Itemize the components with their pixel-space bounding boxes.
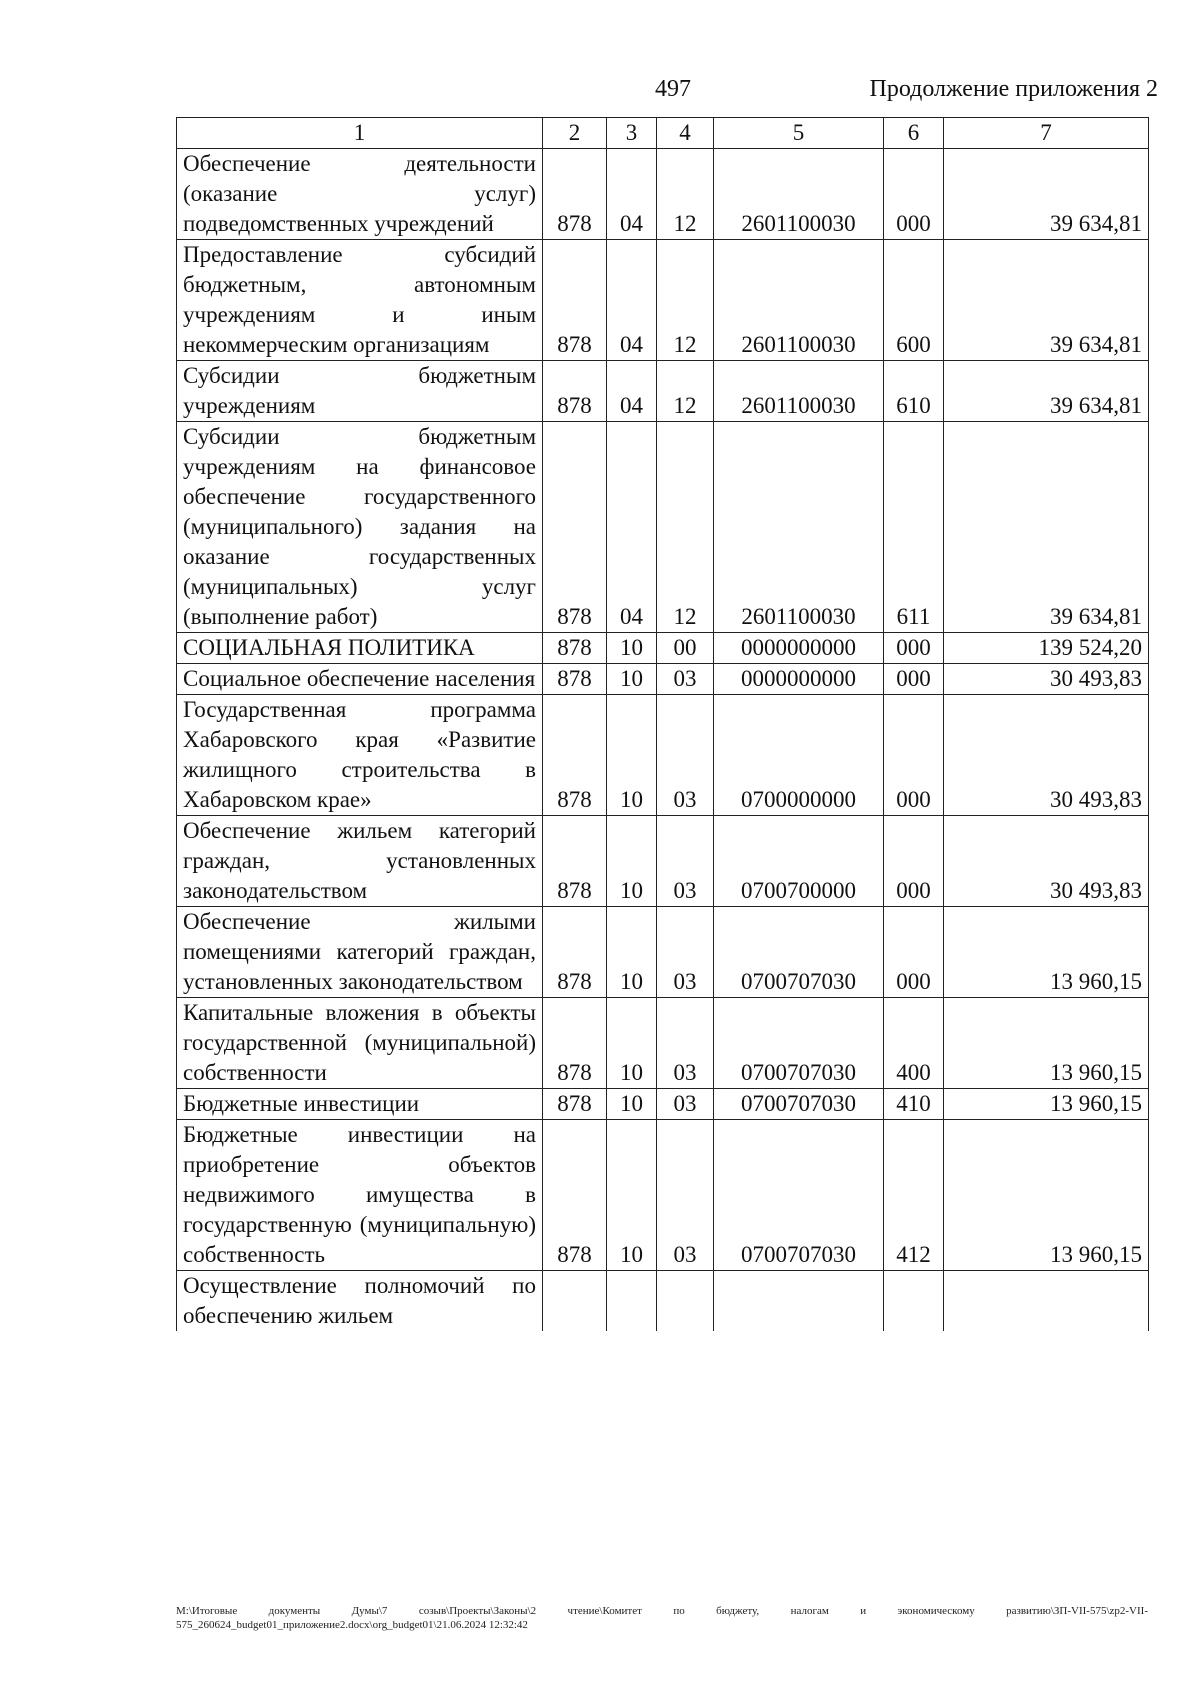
cell-subsection: 12 — [657, 361, 714, 422]
table-row — [177, 695, 1149, 816]
cell-subsection: 12 — [657, 422, 714, 633]
table-row — [177, 633, 1149, 664]
cell-amount: 13 960,15 — [944, 907, 1149, 998]
cell-ministry: 878 — [543, 695, 607, 816]
row-name: Бюджетные инвестиции на приобретение объектов недвижимого имущества в государственную (муниципальную) собственность — [177, 1120, 543, 1271]
cell-target-article: 2601100030 — [714, 149, 884, 240]
cell-ministry: 878 — [543, 907, 607, 998]
cell-subsection: 03 — [657, 695, 714, 816]
cell-target-article: 0700707030 — [714, 1089, 884, 1120]
cell-ministry: 878 — [543, 633, 607, 664]
cell-expense-type: 400 — [884, 998, 944, 1089]
cell-ministry: 878 — [543, 1120, 607, 1271]
cell-expense-type: 610 — [884, 361, 944, 422]
cell-section: 10 — [607, 998, 657, 1089]
continuation-label: Продолжение приложения 2 — [869, 76, 1158, 102]
cell-amount: 30 493,83 — [944, 816, 1149, 907]
cell-amount: 139 524,20 — [944, 633, 1149, 664]
cell-section: 04 — [607, 422, 657, 633]
cell-subsection: 03 — [657, 664, 714, 695]
cell-expense-type: 410 — [884, 1089, 944, 1120]
cell-expense-type — [884, 1271, 944, 1332]
table-row — [177, 422, 1149, 633]
cell-subsection: 03 — [657, 1089, 714, 1120]
cell-section: 10 — [607, 695, 657, 816]
cell-amount: 39 634,81 — [944, 149, 1149, 240]
table-header-row — [177, 118, 1149, 149]
cell-section: 10 — [607, 907, 657, 998]
cell-ministry — [543, 1271, 607, 1332]
cell-expense-type: 000 — [884, 816, 944, 907]
cell-amount: 39 634,81 — [944, 361, 1149, 422]
cell-section: 10 — [607, 816, 657, 907]
row-name: Обеспечение жилыми помещениями категорий граждан, установленных законодательством — [177, 907, 543, 998]
cell-ministry: 878 — [543, 664, 607, 695]
column-header: 1 — [177, 118, 543, 149]
cell-target-article: 0000000000 — [714, 633, 884, 664]
budget-table — [176, 117, 1149, 1331]
row-name: Государственная программа Хабаровского края «Развитие жилищного строительства в Хабаровском крае» — [177, 695, 543, 816]
cell-expense-type: 611 — [884, 422, 944, 633]
page-number: 497 — [655, 76, 691, 102]
row-name: Осуществление полномочий по обеспечению жильем — [177, 1271, 543, 1332]
row-name: Социальное обеспечение населения — [177, 664, 543, 695]
cell-section — [607, 1271, 657, 1332]
cell-target-article: 2601100030 — [714, 361, 884, 422]
row-name: Обеспечение деятельности (оказание услуг) подведомственных учреждений — [177, 149, 543, 240]
cell-subsection: 12 — [657, 149, 714, 240]
cell-amount — [944, 1271, 1149, 1332]
cell-section: 10 — [607, 633, 657, 664]
cell-amount: 13 960,15 — [944, 1120, 1149, 1271]
cell-expense-type: 412 — [884, 1120, 944, 1271]
cell-section: 10 — [607, 664, 657, 695]
cell-expense-type: 000 — [884, 907, 944, 998]
row-name: Субсидии бюджетным учреждениям на финансовое обеспечение государственного (муниципального) задания на оказание государственных (муниципальных) услуг (выполнение работ) — [177, 422, 543, 633]
table-row — [177, 816, 1149, 907]
cell-target-article: 0700707030 — [714, 998, 884, 1089]
cell-subsection: 00 — [657, 633, 714, 664]
cell-target-article: 0700707030 — [714, 907, 884, 998]
cell-section: 10 — [607, 1120, 657, 1271]
cell-amount: 39 634,81 — [944, 422, 1149, 633]
cell-ministry: 878 — [543, 422, 607, 633]
table-row — [177, 149, 1149, 240]
cell-subsection: 03 — [657, 907, 714, 998]
column-header: 7 — [944, 118, 1149, 149]
cell-target-article: 0700707030 — [714, 1120, 884, 1271]
cell-amount: 30 493,83 — [944, 664, 1149, 695]
cell-expense-type: 000 — [884, 695, 944, 816]
column-header: 3 — [607, 118, 657, 149]
row-name: Бюджетные инвестиции — [177, 1089, 543, 1120]
row-name: Капитальные вложения в объекты государственной (муниципальной) собственности — [177, 998, 543, 1089]
cell-ministry: 878 — [543, 816, 607, 907]
cell-subsection: 03 — [657, 1120, 714, 1271]
table-row — [177, 361, 1149, 422]
cell-amount: 13 960,15 — [944, 1089, 1149, 1120]
row-name: СОЦИАЛЬНАЯ ПОЛИТИКА — [177, 633, 543, 664]
cell-subsection: 03 — [657, 816, 714, 907]
cell-subsection: 03 — [657, 998, 714, 1089]
row-name: Предоставление субсидий бюджетным, автономным учреждениям и иным некоммерческим организациям — [177, 240, 543, 361]
cell-target-article: 0700700000 — [714, 816, 884, 907]
cell-expense-type: 000 — [884, 149, 944, 240]
column-header: 5 — [714, 118, 884, 149]
table-row — [177, 664, 1149, 695]
cell-target-article — [714, 1271, 884, 1332]
cell-section: 10 — [607, 1089, 657, 1120]
table-row — [177, 907, 1149, 998]
document-path-footer: M:\Итоговые документы Думы\7 созыв\Проекты\Законы\2 чтение\Комитет по бюджету, налогам и экономическому развитию\ЗП-VII-575\zp2-VII-575_260624_budget01_приложение2.docx\org_budget01\21.06.2024 12:32:42 — [176, 1605, 1148, 1631]
cell-section: 04 — [607, 149, 657, 240]
row-name: Обеспечение жильем категорий граждан, установленных законодательством — [177, 816, 543, 907]
table-row — [177, 1089, 1149, 1120]
cell-ministry: 878 — [543, 1089, 607, 1120]
table-row — [177, 240, 1149, 361]
cell-ministry: 878 — [543, 240, 607, 361]
column-header: 6 — [884, 118, 944, 149]
cell-target-article: 0000000000 — [714, 664, 884, 695]
table-row-continued — [177, 1271, 1149, 1332]
column-header: 4 — [657, 118, 714, 149]
cell-ministry: 878 — [543, 998, 607, 1089]
cell-subsection: 12 — [657, 240, 714, 361]
cell-expense-type: 000 — [884, 664, 944, 695]
cell-expense-type: 000 — [884, 633, 944, 664]
cell-amount: 13 960,15 — [944, 998, 1149, 1089]
cell-target-article: 2601100030 — [714, 422, 884, 633]
cell-section: 04 — [607, 361, 657, 422]
cell-ministry: 878 — [543, 149, 607, 240]
cell-amount: 39 634,81 — [944, 240, 1149, 361]
cell-subsection — [657, 1271, 714, 1332]
cell-target-article: 2601100030 — [714, 240, 884, 361]
row-name: Субсидии бюджетным учреждениям — [177, 361, 543, 422]
cell-target-article: 0700000000 — [714, 695, 884, 816]
cell-amount: 30 493,83 — [944, 695, 1149, 816]
column-header: 2 — [543, 118, 607, 149]
table-row — [177, 998, 1149, 1089]
table-row — [177, 1120, 1149, 1271]
cell-expense-type: 600 — [884, 240, 944, 361]
cell-section: 04 — [607, 240, 657, 361]
cell-ministry: 878 — [543, 361, 607, 422]
